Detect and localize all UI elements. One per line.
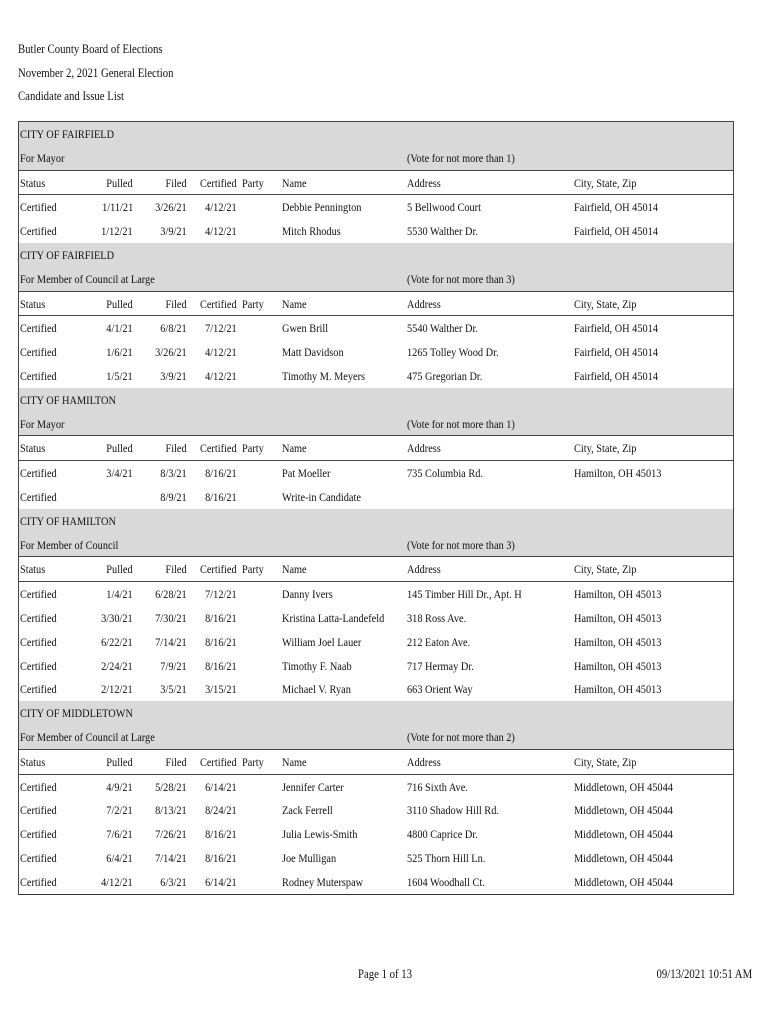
candidate-row [19, 822, 733, 846]
candidate-status: Certified [20, 874, 57, 889]
candidate-filed: 5/28/21 [155, 779, 187, 794]
candidate-certified: 4/12/21 [205, 345, 237, 360]
candidate-filed: 3/26/21 [155, 345, 187, 360]
candidate-row [19, 219, 733, 243]
column-header-party: Party [242, 441, 264, 456]
candidate-filed: 3/9/21 [160, 224, 187, 239]
candidate-status: Certified [20, 634, 57, 649]
candidate-certified: 8/16/21 [205, 466, 237, 481]
candidate-status: Certified [20, 658, 57, 673]
report-header [18, 38, 199, 109]
race-block [19, 388, 733, 509]
column-header-status: Status [20, 562, 46, 577]
candidate-pulled: 3/4/21 [106, 466, 133, 481]
board-name: Butler County Board of Elections [18, 42, 163, 56]
candidate-filed: 7/14/21 [155, 850, 187, 865]
candidate-status: Certified [20, 682, 57, 697]
candidate-row [19, 654, 733, 678]
column-header-row [19, 749, 733, 775]
candidate-status: Certified [20, 779, 57, 794]
column-header-party: Party [242, 175, 264, 190]
candidate-name: Rodney Muterspaw [282, 874, 364, 889]
candidate-name: Write-in Candidate [282, 489, 361, 504]
candidate-address: 1604 Woodhall Ct. [407, 874, 485, 889]
candidate-row [19, 606, 733, 630]
candidate-pulled: 1/6/21 [106, 345, 133, 360]
jurisdiction-name: CITY OF HAMILTON [20, 513, 116, 528]
column-header-party: Party [242, 296, 264, 311]
candidate-address: 318 Ross Ave. [407, 610, 467, 625]
report-timestamp: 09/13/2021 10:51 AM [656, 967, 752, 981]
candidate-city: Fairfield, OH 45014 [574, 200, 658, 215]
candidate-name: Mitch Rhodus [282, 224, 341, 239]
candidate-filed: 7/14/21 [155, 634, 187, 649]
candidate-pulled: 4/9/21 [106, 779, 133, 794]
vote-limit: (Vote for not more than 3) [407, 537, 515, 552]
candidate-row [19, 677, 733, 701]
race-header [19, 388, 733, 436]
candidate-certified: 6/14/21 [205, 874, 237, 889]
jurisdiction-name: CITY OF HAMILTON [20, 392, 116, 407]
office-row [19, 146, 733, 170]
candidate-filed: 7/30/21 [155, 610, 187, 625]
column-header-party: Party [242, 562, 264, 577]
candidate-status: Certified [20, 345, 57, 360]
candidate-city: Middletown, OH 45044 [574, 779, 673, 794]
candidate-status: Certified [20, 224, 57, 239]
candidate-filed: 3/5/21 [160, 682, 187, 697]
candidate-filed: 3/26/21 [155, 200, 187, 215]
column-header-filed: Filed [165, 441, 187, 456]
column-header-city: City, State, Zip [574, 175, 637, 190]
column-header-address: Address [407, 754, 441, 769]
candidate-row [19, 630, 733, 654]
candidate-city: Hamilton, OH 45013 [574, 682, 662, 697]
office-name: For Mayor [20, 150, 65, 165]
candidate-certified: 8/16/21 [205, 489, 237, 504]
column-header-row [19, 291, 733, 317]
candidate-city: Hamilton, OH 45013 [574, 466, 662, 481]
column-header-row [19, 170, 733, 196]
candidate-filed: 6/28/21 [155, 587, 187, 602]
candidate-address: 663 Orient Way [407, 682, 473, 697]
column-header-filed: Filed [165, 754, 187, 769]
race-header [19, 509, 733, 557]
candidate-filed: 7/26/21 [155, 827, 187, 842]
race-block [19, 243, 733, 388]
race-header [19, 701, 733, 749]
office-row [19, 412, 733, 436]
column-header-status: Status [20, 754, 46, 769]
column-header-pulled: Pulled [106, 754, 133, 769]
candidate-name: Joe Mulligan [282, 850, 337, 865]
candidate-filed: 8/9/21 [160, 489, 187, 504]
candidate-address: 145 Timber Hill Dr., Apt. H [407, 587, 522, 602]
candidate-city: Hamilton, OH 45013 [574, 610, 662, 625]
candidate-name: Jennifer Carter [282, 779, 344, 794]
column-header-certified: Certified [200, 441, 237, 456]
candidate-name: Danny Ivers [282, 587, 333, 602]
candidate-pulled: 2/12/21 [101, 682, 133, 697]
candidate-status: Certified [20, 850, 57, 865]
candidate-city: Middletown, OH 45044 [574, 850, 673, 865]
column-header-filed: Filed [165, 562, 187, 577]
candidate-city: Fairfield, OH 45014 [574, 368, 658, 383]
candidate-certified: 7/12/21 [205, 321, 237, 336]
candidate-certified: 8/16/21 [205, 827, 237, 842]
candidate-row [19, 870, 733, 895]
candidate-city: Fairfield, OH 45014 [574, 345, 658, 360]
candidate-pulled: 1/11/21 [101, 200, 133, 215]
vote-limit: (Vote for not more than 1) [407, 150, 515, 165]
candidate-name: Timothy M. Meyers [282, 368, 366, 383]
candidate-certified: 8/16/21 [205, 634, 237, 649]
candidate-status: Certified [20, 200, 57, 215]
candidate-certified: 8/16/21 [205, 658, 237, 673]
election-name: November 2, 2021 General Election [18, 65, 174, 80]
race-header [19, 122, 733, 170]
candidate-address: 525 Thorn Hill Ln. [407, 850, 486, 865]
candidate-row [19, 195, 733, 219]
column-header-party: Party [242, 754, 264, 769]
candidate-certified: 7/12/21 [205, 587, 237, 602]
candidate-pulled: 4/1/21 [106, 321, 133, 336]
race-block [19, 509, 733, 701]
candidate-filed: 6/8/21 [160, 321, 187, 336]
column-header-name: Name [282, 175, 307, 190]
jurisdiction-name: CITY OF FAIRFIELD [20, 127, 115, 141]
race-block [19, 122, 733, 243]
column-header-name: Name [282, 562, 307, 577]
candidate-status: Certified [20, 610, 57, 625]
candidate-row [19, 582, 733, 606]
jurisdiction-row [19, 243, 733, 267]
candidate-address: 716 Sixth Ave. [407, 779, 468, 794]
candidate-city: Hamilton, OH 45013 [574, 658, 662, 673]
candidate-filed: 3/9/21 [160, 368, 187, 383]
column-header-status: Status [20, 296, 46, 311]
column-header-status: Status [20, 175, 46, 190]
candidate-address: 5540 Walther Dr. [407, 321, 478, 336]
candidate-status: Certified [20, 368, 57, 383]
office-row [19, 267, 733, 291]
candidate-name: William Joel Lauer [282, 634, 362, 649]
column-header-certified: Certified [200, 175, 237, 190]
candidate-row [19, 364, 733, 388]
candidate-name: Pat Moeller [282, 466, 331, 481]
candidate-list-table [18, 121, 734, 895]
candidate-status: Certified [20, 803, 57, 818]
column-header-filed: Filed [165, 296, 187, 311]
jurisdiction-name: CITY OF MIDDLETOWN [20, 706, 133, 721]
candidate-pulled: 4/12/21 [101, 874, 133, 889]
office-row [19, 725, 733, 749]
candidate-address: 5530 Walther Dr. [407, 224, 478, 239]
jurisdiction-name: CITY OF FAIRFIELD [20, 247, 115, 262]
column-header-address: Address [407, 562, 441, 577]
column-header-name: Name [282, 754, 307, 769]
column-header-city: City, State, Zip [574, 562, 637, 577]
column-header-pulled: Pulled [106, 562, 133, 577]
candidate-row [19, 846, 733, 870]
column-header-pulled: Pulled [106, 175, 133, 190]
candidate-name: Matt Davidson [282, 345, 344, 360]
candidate-status: Certified [20, 466, 57, 481]
candidate-city: Hamilton, OH 45013 [574, 587, 662, 602]
candidate-address: 717 Hermay Dr. [407, 658, 474, 673]
page-number: Page 1 of 13 [358, 967, 413, 981]
column-header-status: Status [20, 441, 46, 456]
candidate-pulled: 7/2/21 [106, 803, 133, 818]
candidate-city: Middletown, OH 45044 [574, 874, 673, 889]
candidate-name: Michael V. Ryan [282, 682, 351, 697]
column-header-pulled: Pulled [106, 296, 133, 311]
candidate-row [19, 485, 733, 509]
candidate-pulled: 2/24/21 [101, 658, 133, 673]
candidate-status: Certified [20, 587, 57, 602]
candidate-city: Fairfield, OH 45014 [574, 321, 658, 336]
candidate-pulled: 1/12/21 [101, 224, 133, 239]
candidate-row [19, 461, 733, 485]
office-name: For Mayor [20, 416, 65, 431]
office-row [19, 533, 733, 557]
candidate-address: 4800 Caprice Dr. [407, 827, 478, 842]
office-name: For Member of Council [20, 537, 119, 552]
candidate-filed: 6/3/21 [160, 874, 187, 889]
column-header-pulled: Pulled [106, 441, 133, 456]
candidate-address: 212 Eaton Ave. [407, 634, 471, 649]
column-header-name: Name [282, 441, 307, 456]
column-header-address: Address [407, 175, 441, 190]
candidate-row [19, 316, 733, 340]
column-header-name: Name [282, 296, 307, 311]
candidate-pulled: 1/5/21 [106, 368, 133, 383]
column-header-row [19, 556, 733, 582]
candidate-status: Certified [20, 321, 57, 336]
candidate-status: Certified [20, 827, 57, 842]
candidate-certified: 8/16/21 [205, 850, 237, 865]
candidate-pulled: 6/4/21 [106, 850, 133, 865]
candidate-certified: 4/12/21 [205, 200, 237, 215]
candidate-address: 5 Bellwood Court [407, 200, 481, 215]
candidate-filed: 7/9/21 [160, 658, 187, 673]
race-header [19, 243, 733, 291]
candidate-certified: 8/24/21 [205, 803, 237, 818]
jurisdiction-row [19, 388, 733, 412]
candidate-pulled: 6/22/21 [101, 634, 133, 649]
vote-limit: (Vote for not more than 1) [407, 416, 515, 431]
candidate-certified: 4/12/21 [205, 368, 237, 383]
column-header-city: City, State, Zip [574, 754, 637, 769]
candidate-name: Kristina Latta-Landefeld [282, 610, 385, 625]
candidate-row [19, 340, 733, 364]
office-name: For Member of Council at Large [20, 729, 155, 744]
candidate-status: Certified [20, 489, 57, 504]
column-header-address: Address [407, 296, 441, 311]
column-header-row [19, 435, 733, 461]
candidate-name: Zack Ferrell [282, 803, 333, 818]
candidate-filed: 8/13/21 [155, 803, 187, 818]
candidate-certified: 6/14/21 [205, 779, 237, 794]
candidate-pulled: 3/30/21 [101, 610, 133, 625]
candidate-row [19, 775, 733, 799]
candidate-address: 1265 Tolley Wood Dr. [407, 345, 499, 360]
candidate-address: 735 Columbia Rd. [407, 466, 483, 481]
race-block [19, 701, 733, 894]
candidate-certified: 8/16/21 [205, 610, 237, 625]
candidate-city: Hamilton, OH 45013 [574, 634, 662, 649]
candidate-pulled: 7/6/21 [106, 827, 133, 842]
report-title: Candidate and Issue List [18, 89, 124, 103]
candidate-name: Timothy F. Naab [282, 658, 352, 673]
column-header-certified: Certified [200, 562, 237, 577]
column-header-filed: Filed [165, 175, 187, 190]
candidate-address: 475 Gregorian Dr. [407, 368, 483, 383]
candidate-city: Fairfield, OH 45014 [574, 224, 658, 239]
candidate-city: Middletown, OH 45044 [574, 803, 673, 818]
candidate-address: 3110 Shadow Hill Rd. [407, 803, 499, 818]
vote-limit: (Vote for not more than 3) [407, 271, 515, 286]
column-header-certified: Certified [200, 754, 237, 769]
candidate-certified: 3/15/21 [205, 682, 237, 697]
candidate-filed: 8/3/21 [160, 466, 187, 481]
column-header-city: City, State, Zip [574, 441, 637, 456]
column-header-address: Address [407, 441, 441, 456]
column-header-certified: Certified [200, 296, 237, 311]
candidate-city: Middletown, OH 45044 [574, 827, 673, 842]
office-name: For Member of Council at Large [20, 271, 155, 286]
candidate-certified: 4/12/21 [205, 224, 237, 239]
column-header-city: City, State, Zip [574, 296, 637, 311]
candidate-name: Debbie Pennington [282, 200, 362, 215]
jurisdiction-row [19, 509, 733, 533]
candidate-row [19, 798, 733, 822]
candidate-name: Julia Lewis-Smith [282, 827, 358, 842]
vote-limit: (Vote for not more than 2) [407, 729, 515, 744]
candidate-name: Gwen Brill [282, 321, 329, 336]
jurisdiction-row [19, 122, 733, 146]
jurisdiction-row [19, 701, 733, 725]
candidate-pulled: 1/4/21 [106, 587, 133, 602]
